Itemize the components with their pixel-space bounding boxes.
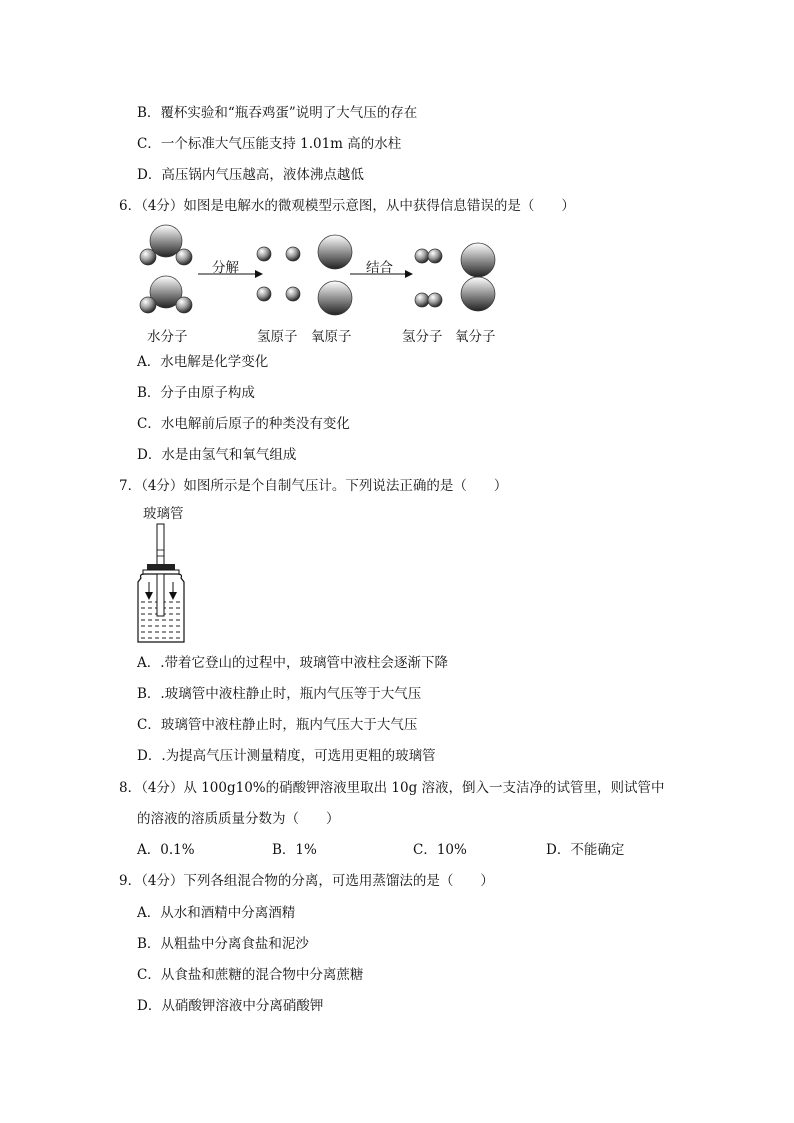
arrow-label-combine: 结合	[366, 260, 393, 276]
hydrogen-molecules	[415, 249, 442, 307]
q8-stem-line1: 8．（4分）从 100g10%的硝酸钾溶液里取出 10g 溶液，倒入一支洁净的试管里，则试管中	[119, 780, 665, 796]
q9-option-d: D．从硝酸钾溶液中分离硝酸钾	[137, 998, 324, 1014]
q6-option-b: B．分子由原子构成	[137, 385, 255, 401]
q6-option-d: D．水是由氢气和氧气组成	[137, 447, 297, 463]
q7-stem: 7．（4分）如图所示是个自制气压计。下列说法正确的是（ ）	[119, 478, 508, 494]
q8-option-d: D．不能确定	[546, 842, 625, 858]
hydrogen-atoms	[257, 247, 300, 301]
electrolysis-diagram	[130, 222, 550, 322]
q8-option-c: C．10%	[413, 842, 467, 858]
q9-option-c: C．从食盐和蔗糖的混合物中分离蔗糖	[137, 967, 364, 983]
q7-option-c: C．玻璃管中液柱静止时，瓶内气压大于大气压	[137, 717, 418, 733]
q9-option-b: B．从粗盐中分离食盐和泥沙	[137, 936, 309, 952]
barometer-figure	[135, 520, 195, 645]
q7-option-a: A．.带着它登山的过程中，玻璃管中液柱会逐渐下降	[137, 655, 449, 671]
arrow-label-decompose: 分解	[212, 260, 239, 276]
label-hydrogen-atom: 氢原子	[257, 329, 298, 345]
label-oxygen-atom: 氧原子	[311, 329, 352, 345]
water-molecule-top	[140, 225, 192, 265]
q6-option-c: C．水电解前后原子的种类没有变化	[137, 416, 350, 432]
q6-stem: 6．（4分）如图是电解水的微观模型示意图，从中获得信息错误的是（ ）	[119, 198, 575, 214]
q9-stem: 9．（4分）下列各组混合物的分离，可选用蒸馏法的是（ ）	[119, 873, 494, 889]
label-hydrogen-molecule: 氢分子	[402, 329, 443, 345]
oxygen-molecule	[461, 243, 495, 311]
q5-option-c: C．一个标准大气压能支持 1.01m 高的水柱	[137, 136, 402, 152]
water-molecule-bottom	[140, 276, 192, 313]
q8-option-b: B．1%	[272, 842, 317, 858]
oxygen-atoms	[318, 235, 352, 315]
q8-stem-line2: 的溶液的溶质质量分数为（ ）	[137, 811, 340, 827]
q7-option-d: D．.为提高气压计测量精度，可选用更粗的玻璃管	[137, 748, 436, 764]
q5-option-b: B．覆杯实验和“瓶吞鸡蛋”说明了大气压的存在	[137, 105, 418, 121]
q5-option-d: D．高压锅内气压越高，液体沸点越低	[137, 167, 364, 183]
q8-option-a: A．0.1%	[137, 842, 195, 858]
label-oxygen-molecule: 氧分子	[455, 329, 496, 345]
q9-option-a: A．从水和酒精中分离酒精	[137, 905, 296, 921]
q6-option-a: A．水电解是化学变化	[137, 354, 269, 370]
label-glass-tube: 玻璃管	[143, 506, 184, 522]
label-water-molecule: 水分子	[147, 329, 188, 345]
q7-option-b: B．.玻璃管中液柱静止时，瓶内气压等于大气压	[137, 686, 422, 702]
